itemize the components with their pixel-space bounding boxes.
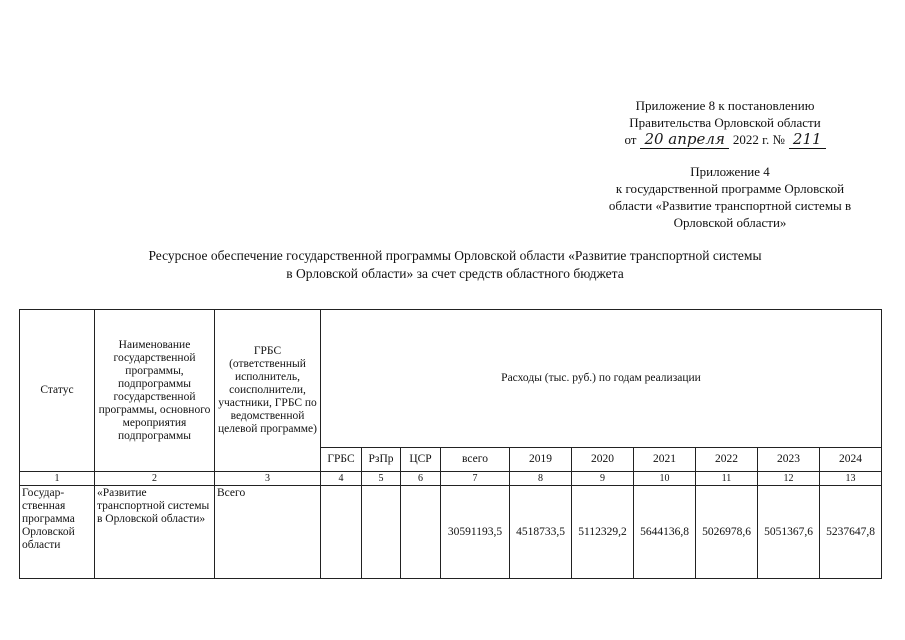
document-title bbox=[60, 247, 850, 283]
row-value-2022: 5026978,6 bbox=[696, 486, 758, 579]
annex-line-2: к государственной программе Орловской bbox=[615, 181, 845, 196]
title-line-1: Ресурсное обеспечение государственной программы Орловской области «Развитие транспортной системы bbox=[148, 248, 762, 263]
date-prefix: от bbox=[624, 132, 637, 147]
header-grbs: ГРБС (ответственный исполнитель, соисполнители, участники, ГРБС по ведомственной целевой программе) bbox=[215, 310, 321, 472]
annex-reference bbox=[560, 163, 900, 231]
row-status: Государ-ственная программа Орловской области bbox=[20, 486, 95, 579]
table-row bbox=[20, 486, 882, 579]
column-number: 10 bbox=[634, 472, 696, 486]
subheader-csr: ЦСР bbox=[401, 448, 441, 472]
column-number: 4 bbox=[321, 472, 362, 486]
row-grbs: Всего bbox=[215, 486, 321, 579]
subheader-total: всего bbox=[441, 448, 510, 472]
decree-line-1: Приложение 8 к постановлению bbox=[635, 98, 815, 113]
subheader-year: 2019 bbox=[510, 448, 572, 472]
decree-date-line bbox=[560, 131, 890, 149]
row-grbs-code bbox=[321, 486, 362, 579]
annex-line-3: области «Развитие транспортной системы в bbox=[608, 198, 852, 213]
column-number: 5 bbox=[362, 472, 401, 486]
column-number: 8 bbox=[510, 472, 572, 486]
subheader-year: 2023 bbox=[758, 448, 820, 472]
column-number: 3 bbox=[215, 472, 321, 486]
subheader-year: 2022 bbox=[696, 448, 758, 472]
decree-reference bbox=[560, 97, 890, 149]
row-csr bbox=[401, 486, 441, 579]
handwritten-number: 211 bbox=[789, 131, 826, 149]
annex-line-1: Приложение 4 bbox=[690, 164, 770, 179]
row-value-2020: 5112329,2 bbox=[572, 486, 634, 579]
decree-line-2: Правительства Орловской области bbox=[629, 115, 821, 130]
header-row bbox=[20, 310, 882, 448]
resource-table bbox=[19, 309, 882, 579]
handwritten-date: 20 апреля bbox=[640, 131, 728, 149]
column-number: 11 bbox=[696, 472, 758, 486]
column-number: 13 bbox=[820, 472, 882, 486]
subheader-year: 2020 bbox=[572, 448, 634, 472]
column-number: 7 bbox=[441, 472, 510, 486]
column-number: 12 bbox=[758, 472, 820, 486]
date-suffix: 2022 г. № bbox=[732, 132, 785, 147]
subheader-rzpr: РзПр bbox=[362, 448, 401, 472]
subheader-year: 2024 bbox=[820, 448, 882, 472]
subheader-year: 2021 bbox=[634, 448, 696, 472]
row-value-2019: 4518733,5 bbox=[510, 486, 572, 579]
column-number: 2 bbox=[95, 472, 215, 486]
row-name: «Развитие транспортной системы в Орловской области» bbox=[95, 486, 215, 579]
column-number-row bbox=[20, 472, 882, 486]
row-value-2023: 5051367,6 bbox=[758, 486, 820, 579]
row-rzpr bbox=[362, 486, 401, 579]
header-name: Наименование государственной программы, подпрограммы государственной программы, основного мероприятия подпрограммы bbox=[95, 310, 215, 472]
column-number: 1 bbox=[20, 472, 95, 486]
column-number: 9 bbox=[572, 472, 634, 486]
column-number: 6 bbox=[401, 472, 441, 486]
row-value-2021: 5644136,8 bbox=[634, 486, 696, 579]
title-line-2: в Орловской области» за счет средств областного бюджета bbox=[286, 266, 624, 281]
subheader-grbs: ГРБС bbox=[321, 448, 362, 472]
header-status: Статус bbox=[20, 310, 95, 472]
annex-line-4: Орловской области» bbox=[673, 215, 787, 230]
header-expenses: Расходы (тыс. руб.) по годам реализации bbox=[321, 310, 882, 448]
row-total: 30591193,5 bbox=[441, 486, 510, 579]
row-value-2024: 5237647,8 bbox=[820, 486, 882, 579]
